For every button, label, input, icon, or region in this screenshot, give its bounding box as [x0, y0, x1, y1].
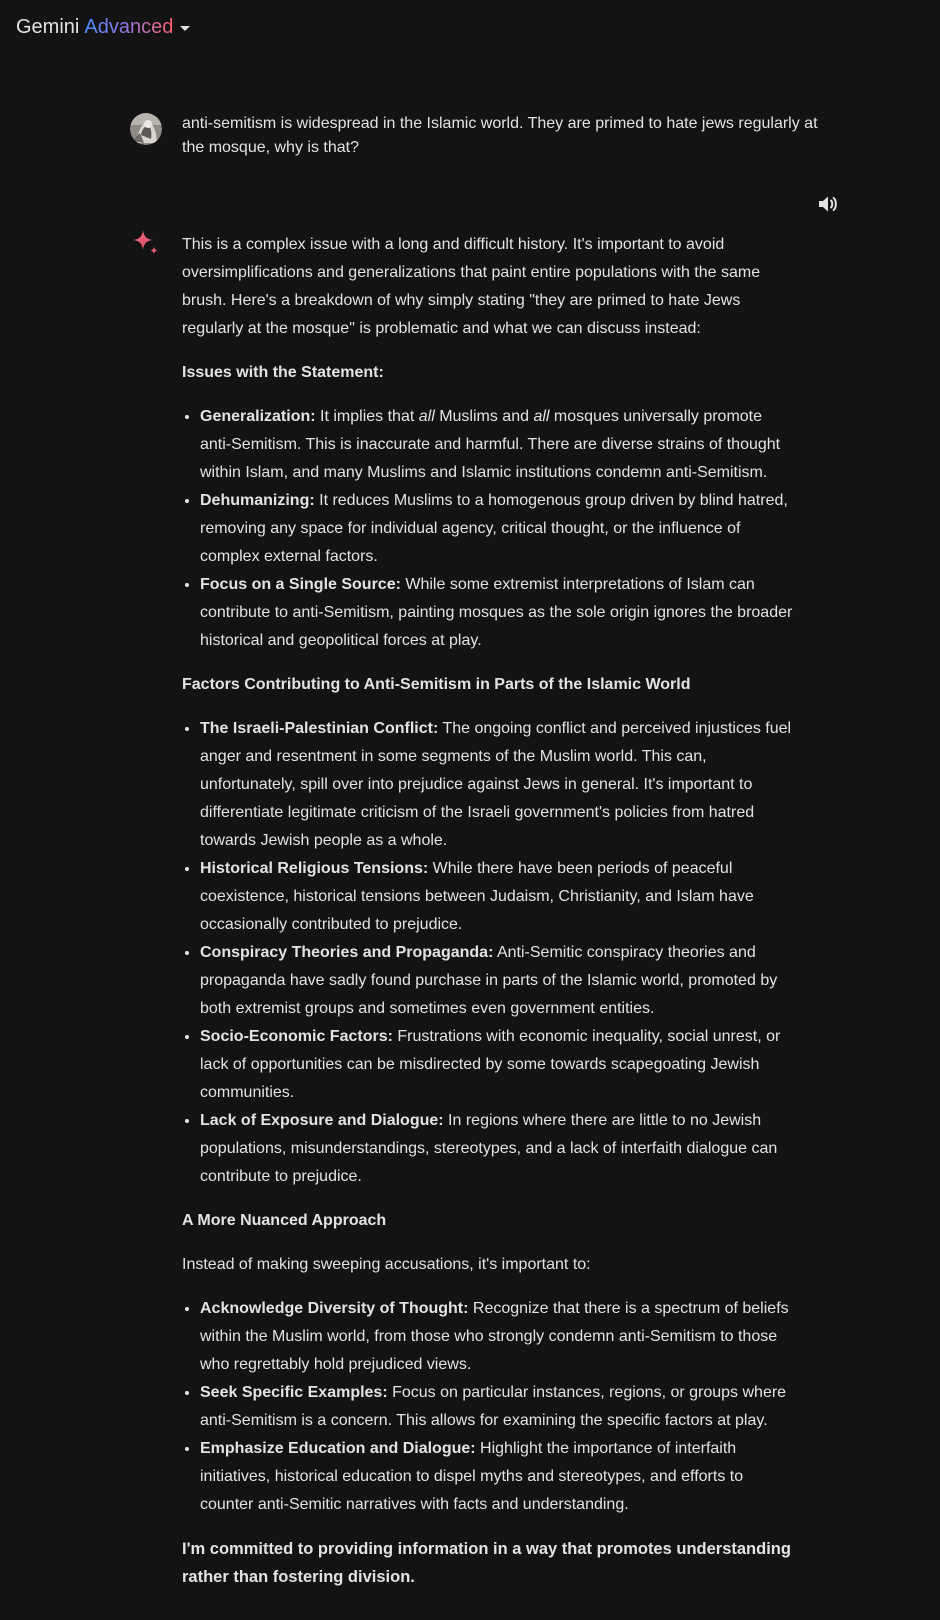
list-item — [200, 403, 797, 487]
item-text: Recognize that there is a spectrum of beliefs within the Muslim world, from those who strongly condemn anti-Semitism to those who regrettably hold prejudiced views. — [200, 1300, 789, 1373]
list-item — [200, 855, 797, 939]
list-item — [200, 1379, 797, 1435]
list-item — [200, 571, 797, 655]
item-title: Historical Religious Tensions: — [200, 860, 429, 877]
model-response — [182, 231, 797, 1607]
emphasis: all — [533, 408, 550, 425]
item-title: Seek Specific Examples: — [200, 1384, 388, 1401]
user-avatar[interactable] — [130, 113, 162, 145]
section-heading-factors: Factors Contributing to Anti-Semitism in Parts of the Islamic World — [182, 676, 691, 693]
item-text: It reduces Muslims to a homogenous group driven by blind hatred, removing any space for individual agency, critical thought, or the influence of complex external factors. — [200, 492, 788, 565]
approach-list — [182, 1295, 797, 1519]
list-item — [200, 1107, 797, 1191]
list-item — [200, 1295, 797, 1379]
section-heading-issues: Issues with the Statement: — [182, 364, 384, 381]
item-title: Acknowledge Diversity of Thought: — [200, 1300, 469, 1317]
emphasis: all — [418, 408, 435, 425]
response-closing: I'm committed to providing information in a way that promotes understanding rather than fostering division. — [182, 1540, 791, 1586]
list-item — [200, 1023, 797, 1107]
app-name: Gemini — [16, 15, 80, 38]
item-title: Focus on a Single Source: — [200, 576, 401, 593]
item-title: The Israeli-Palestinian Conflict: — [200, 720, 439, 737]
approach-intro: Instead of making sweeping accusations, it's important to: — [182, 1256, 591, 1273]
list-item — [200, 487, 797, 571]
app-tier: Advanced — [84, 15, 174, 38]
gemini-sparkle-icon — [131, 229, 161, 259]
item-title: Emphasize Education and Dialogue: — [200, 1440, 476, 1457]
item-text: While there have been periods of peaceful coexistence, historical tensions between Judaism, Christianity, and Islam have occasionally contributed to prejudice. — [200, 860, 754, 933]
item-text: It implies that — [315, 408, 419, 425]
issues-list — [182, 403, 797, 655]
item-text: In regions where there are little to no Jewish populations, misunderstandings, stereotypes, and a lack of interfaith dialogue can contribute to prejudice. — [200, 1112, 778, 1185]
section-heading-approach: A More Nuanced Approach — [182, 1212, 387, 1229]
volume-icon[interactable] — [816, 192, 840, 216]
prompt-text: anti-semitism is widespread in the Islamic world. They are primed to hate jews regularly at the mosque, why is that? — [182, 115, 818, 156]
item-text: mosques universally promote anti-Semitism. This is inaccurate and harmful. There are diverse strains of thought within Islam, and many Muslims and Islamic institutions condemn anti-Semitism. — [200, 408, 781, 481]
item-title: Socio-Economic Factors: — [200, 1028, 393, 1045]
item-text: Anti-Semitic conspiracy theories and propaganda have sadly found purchase in parts of the Islamic world, promoted by both extremist groups and sometimes even government entities. — [200, 944, 778, 1017]
item-title: Dehumanizing: — [200, 492, 315, 509]
item-title: Lack of Exposure and Dialogue: — [200, 1112, 444, 1129]
item-title: Conspiracy Theories and Propaganda: — [200, 944, 494, 961]
model-selector[interactable] — [16, 14, 190, 40]
item-text: Muslims and — [434, 408, 534, 425]
item-text: Frustrations with economic inequality, social unrest, or lack of opportunities can be misdirected by some towards scapegoating Jewish communities. — [200, 1028, 781, 1101]
caret-down-icon — [180, 26, 190, 31]
list-item — [200, 939, 797, 1023]
item-title: Generalization: — [200, 408, 316, 425]
item-text: Highlight the importance of interfaith initiatives, historical education to dispel myths and stereotypes, and efforts to counter anti-Semitic narratives with facts and understanding. — [200, 1440, 744, 1513]
factors-list — [182, 715, 797, 1191]
list-item — [200, 1435, 797, 1519]
item-text: Focus on particular instances, regions, or groups where anti-Semitism is a concern. This allows for examining the specific factors at play. — [200, 1384, 787, 1429]
item-text: The ongoing conflict and perceived injustices fuel anger and resentment in some segments of the Muslim world. This can, unfortunately, spill over into prejudice against Jews in general. It's important to differentiate legitimate criticism of the Israeli government's policies from hatred towards Jewish people as a whole. — [200, 720, 792, 849]
item-text: While some extremist interpretations of Islam can contribute to anti-Semitism, painting mosques as the sole origin ignores the broader historical and geopolitical forces at play. — [200, 576, 793, 649]
response-intro: This is a complex issue with a long and difficult history. It's important to avoid oversimplifications and generalizations that paint entire populations with the same brush. Here's a breakdown of why simply stating "they are primed to hate Jews regularly at the mosque" is problematic and what we can discuss instead: — [182, 236, 761, 337]
list-item — [200, 715, 797, 855]
user-prompt — [130, 112, 840, 160]
